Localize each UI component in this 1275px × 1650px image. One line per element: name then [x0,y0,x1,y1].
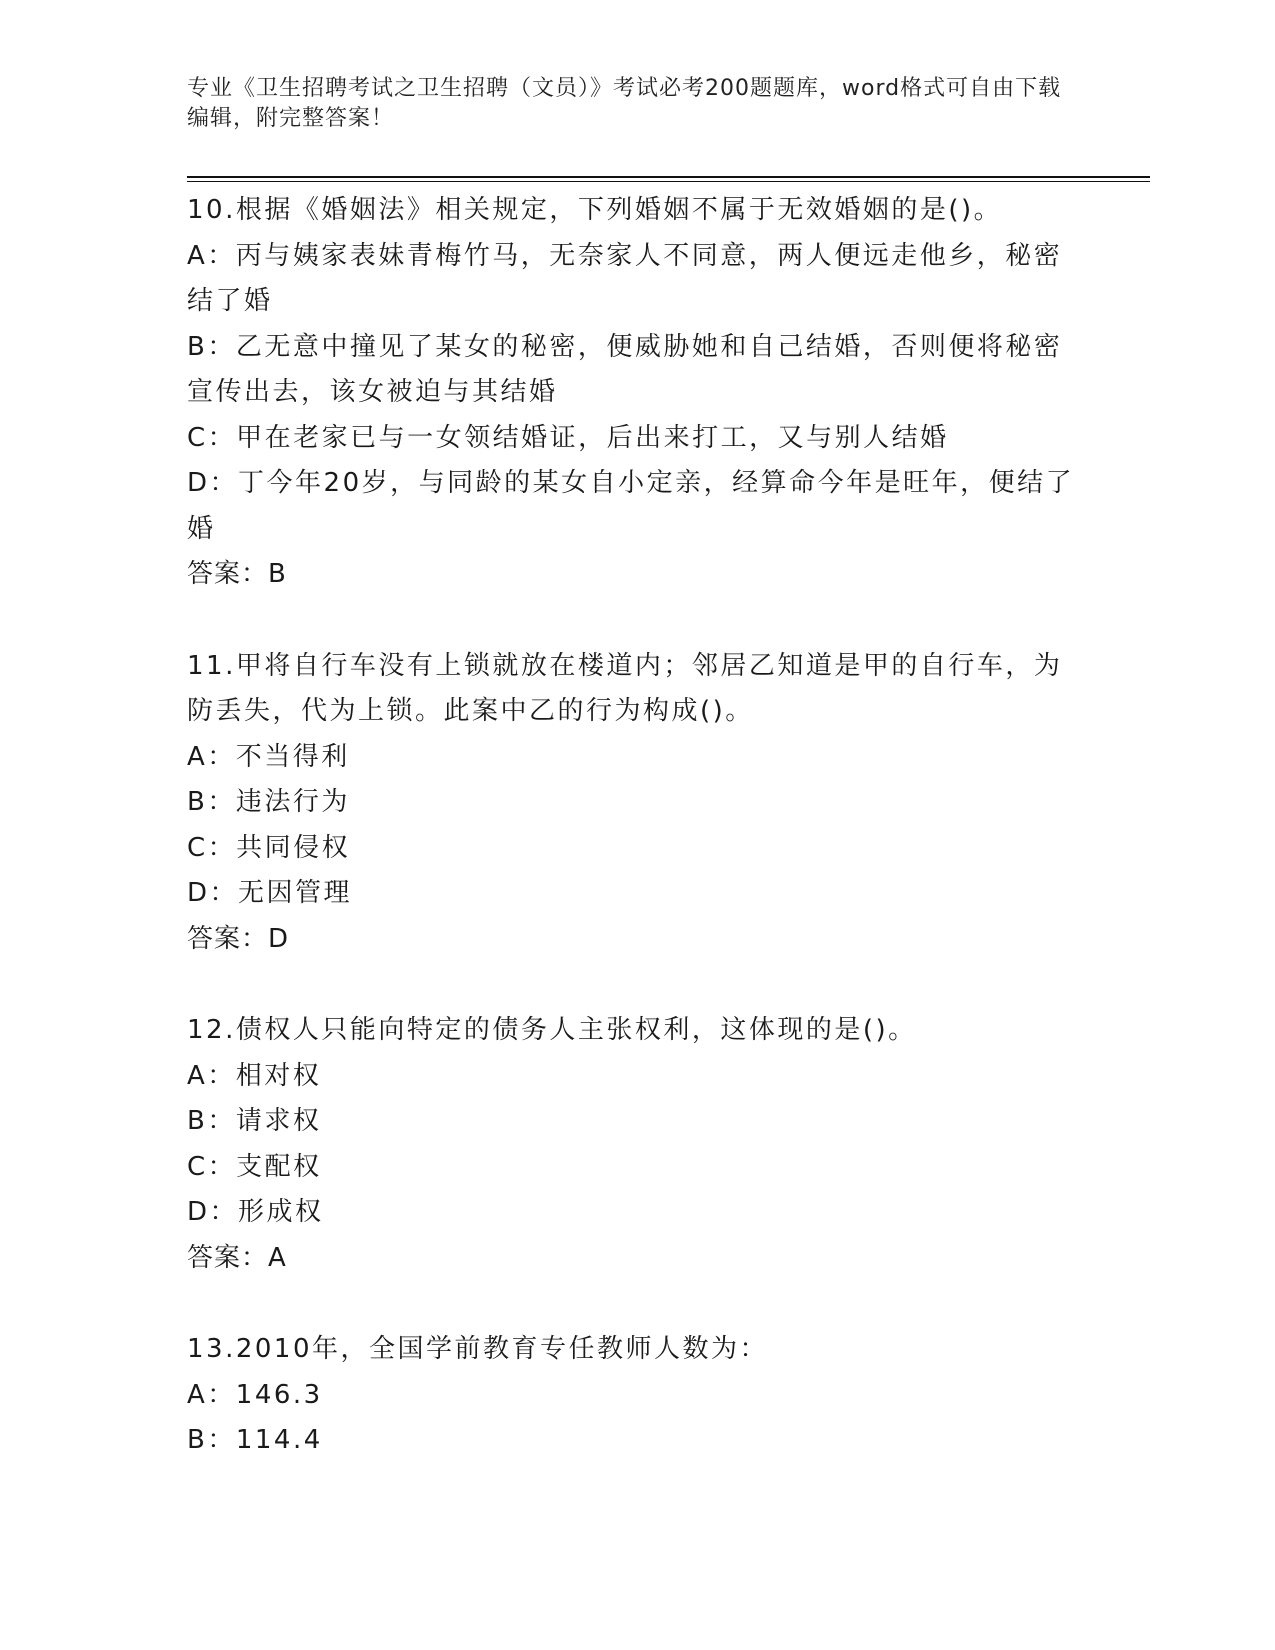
option-d: D：形成权 [187,1197,324,1227]
option-b: B：违法行为 [187,787,350,817]
spacer [187,1281,1087,1327]
answer-line: 答案：B [187,559,287,589]
answer-line: 答案：D [187,923,290,954]
option-a: A：相对权 [187,1060,322,1091]
header-divider-thin [187,181,1150,182]
option-d: D：丁今年20岁，与同龄的某女自小定亲，经算命今年是旺年，便结了婚 [187,468,1075,544]
question-13 [187,1327,1087,1464]
header-divider-thick [187,176,1150,178]
option-c: C：支配权 [187,1151,322,1182]
option-a: A：丙与姨家表妹青梅竹马，无奈家人不同意，两人便远走他乡，秘密结了婚 [187,240,1063,316]
answer-line: 答案：A [187,1242,287,1273]
option-b: B：乙无意中撞见了某女的秘密，便威胁她和自己结婚，否则便将秘密宣传出去，该女被迫与其结婚 [187,331,1063,407]
option-a: A：不当得利 [187,741,350,772]
spacer [187,598,1087,644]
question-text: 12.债权人只能向特定的债务人主张权利，这体现的是()。 [187,1015,917,1045]
option-c: C：共同侵权 [187,832,351,863]
document-header [187,74,1067,134]
question-11 [187,644,1087,963]
option-b: B：114.4 [187,1425,323,1455]
question-text: 11.甲将自行车没有上锁就放在楼道内；邻居乙知道是甲的自行车，为防丢失，代为上锁。此案中乙的行为构成()。 [187,650,1063,726]
option-b: B：请求权 [187,1106,322,1136]
option-a: A：146.3 [187,1379,323,1410]
question-text: 13.2010年，全国学前教育专任教师人数为： [187,1334,769,1364]
document-title: 专业《卫生招聘考试之卫生招聘（文员）》考试必考200题题库，word格式可自由下载编辑，附完整答案！ [187,76,1062,131]
question-list [187,188,1087,1464]
spacer [187,962,1087,1008]
question-text: 10.根据《婚姻法》相关规定，下列婚姻不属于无效婚姻的是()。 [187,195,1003,225]
question-10 [187,188,1087,598]
option-d: D：无因管理 [187,878,353,908]
question-12 [187,1008,1087,1281]
option-c: C：甲在老家已与一女领结婚证，后出来打工，又与别人结婚 [187,422,949,453]
